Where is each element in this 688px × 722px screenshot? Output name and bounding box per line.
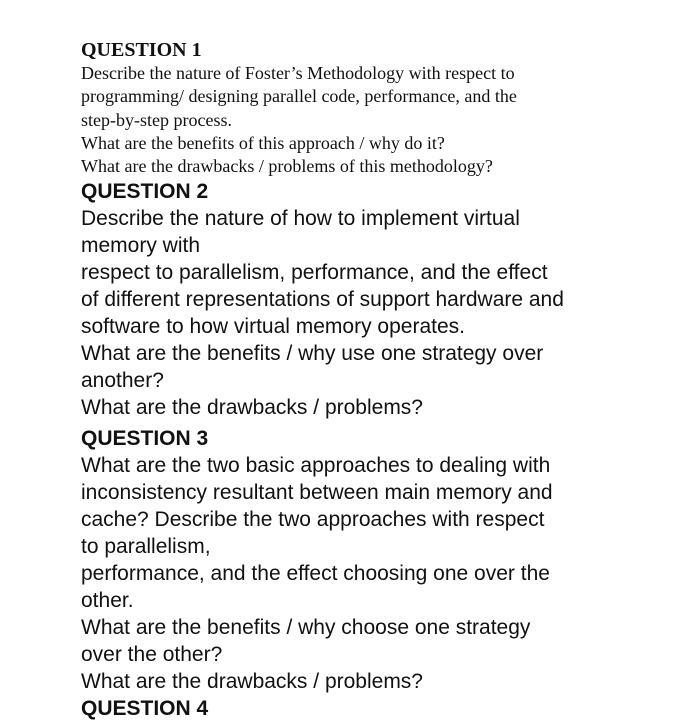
question-2-line: another?	[81, 369, 164, 393]
question-3-line: What are the two basic approaches to dealing with	[81, 454, 551, 478]
question-2-line: respect to parallelism, performance, and the effect	[81, 261, 548, 285]
question-3-line: other.	[81, 589, 134, 613]
question-1-line: What are the drawbacks / problems of this methodology?	[81, 156, 493, 177]
question-3-line: to parallelism,	[81, 535, 211, 559]
document-page	[81, 36, 681, 722]
question-3-line: over the other?	[81, 643, 223, 667]
question-4-title: QUESTION 4	[81, 697, 209, 721]
question-2-line: What are the drawbacks / problems?	[81, 396, 423, 420]
question-3-line: What are the drawbacks / problems?	[81, 670, 423, 694]
question-3-line: inconsistency resultant between main memory and	[81, 481, 553, 505]
question-1-line: What are the benefits of this approach / why do it?	[81, 132, 445, 153]
question-3	[81, 425, 681, 695]
question-3-line: cache? Describe the two approaches with respect	[81, 508, 545, 532]
question-3-line: What are the benefits / why choose one strategy	[81, 616, 531, 640]
question-1-title: QUESTION 1	[81, 39, 202, 61]
question-1-line: programming/ designing parallel code, performance, and the	[81, 86, 517, 107]
question-1	[81, 36, 681, 178]
question-3-line: performance, and the effect choosing one over the	[81, 562, 550, 586]
question-2-line: Describe the nature of how to implement virtual	[81, 207, 520, 231]
question-4	[81, 695, 681, 722]
question-2-line: of different representations of support hardware and	[81, 288, 564, 312]
question-2-line: memory with	[81, 234, 201, 258]
question-2	[81, 178, 681, 421]
question-3-title: QUESTION 3	[81, 427, 209, 451]
question-1-line: step-by-step process.	[81, 109, 232, 130]
question-1-line: Describe the nature of Foster’s Methodology with respect to	[81, 63, 515, 83]
question-2-title: QUESTION 2	[81, 180, 209, 204]
question-2-line: software to how virtual memory operates.	[81, 315, 465, 339]
question-2-line: What are the benefits / why use one strategy over	[81, 342, 544, 366]
